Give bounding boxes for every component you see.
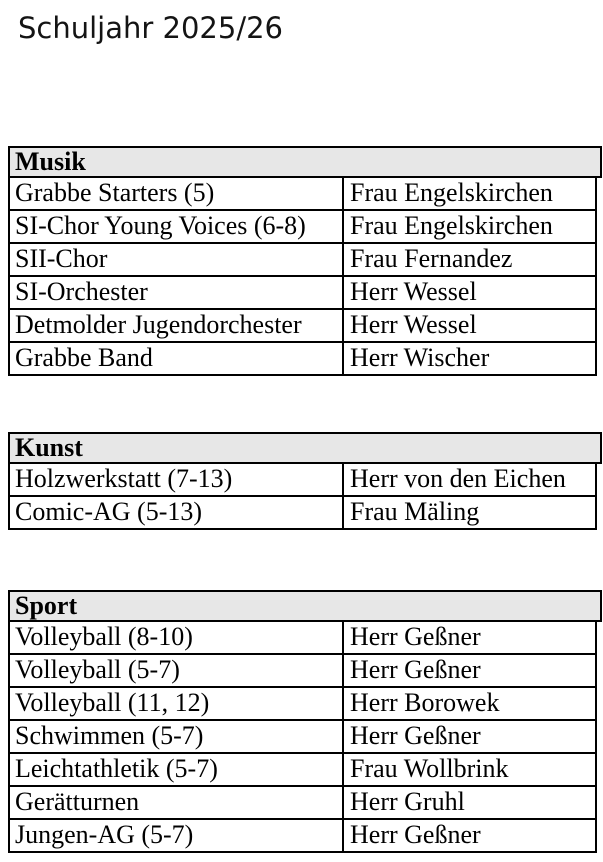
- table-row: [10, 719, 595, 752]
- table-row: [10, 818, 595, 851]
- leader-cell: Herr Geßner: [350, 721, 481, 750]
- leader-cell: Frau Engelskirchen: [350, 211, 553, 240]
- table-row: [10, 341, 595, 374]
- page-title: Schuljahr 2025/26: [18, 11, 283, 45]
- activity-cell: SI-Orchester: [10, 277, 344, 308]
- activity-cell: Detmolder Jugendorchester: [10, 310, 344, 341]
- table-row: [10, 622, 595, 653]
- section-body: [8, 464, 597, 530]
- activity-cell: Volleyball (8-10): [10, 622, 344, 653]
- leader-cell: Frau Mäling: [350, 497, 480, 526]
- activity-cell: Jungen-AG (5-7): [10, 820, 344, 851]
- activity-cell: SII-Chor: [10, 244, 344, 275]
- table-row: [10, 686, 595, 719]
- activity-cell: Grabbe Band: [10, 343, 344, 374]
- activity-cell: Schwimmen (5-7): [10, 721, 344, 752]
- section-table-sport: [8, 590, 602, 853]
- leader-cell: Herr Borowek: [350, 688, 500, 717]
- table-row: [10, 209, 595, 242]
- activity-cell: Leichtathletik (5-7): [10, 754, 344, 785]
- leader-cell: Herr Wessel: [350, 310, 477, 339]
- activity-cell: Gerätturnen: [10, 787, 344, 818]
- leader-cell: Herr Wischer: [350, 343, 490, 372]
- table-row: [10, 275, 595, 308]
- section-body: [8, 622, 597, 853]
- leader-cell: Herr Geßner: [350, 655, 481, 684]
- table-row: [10, 242, 595, 275]
- section-header: Kunst: [8, 432, 602, 464]
- activity-cell: Grabbe Starters (5): [10, 178, 344, 209]
- leader-cell: Herr von den Eichen: [350, 464, 566, 493]
- activity-cell: Holzwerkstatt (7-13): [10, 464, 344, 495]
- section-body: [8, 178, 597, 376]
- leader-cell: Frau Fernandez: [350, 244, 513, 273]
- table-row: [10, 785, 595, 818]
- leader-cell: Herr Geßner: [350, 622, 481, 651]
- activity-cell: Comic-AG (5-13): [10, 497, 344, 528]
- table-row: [10, 495, 595, 528]
- table-row: [10, 308, 595, 341]
- leader-cell: Herr Geßner: [350, 820, 481, 849]
- leader-cell: Frau Engelskirchen: [350, 178, 553, 207]
- activity-cell: Volleyball (11, 12): [10, 688, 344, 719]
- section-table-musik: [8, 146, 602, 376]
- activity-cell: Volleyball (5-7): [10, 655, 344, 686]
- table-row: [10, 178, 595, 209]
- section-table-kunst: [8, 432, 602, 530]
- section-header: Musik: [8, 146, 602, 178]
- leader-cell: Herr Wessel: [350, 277, 477, 306]
- activity-cell: SI-Chor Young Voices (6-8): [10, 211, 344, 242]
- table-row: [10, 464, 595, 495]
- leader-cell: Herr Gruhl: [350, 787, 465, 816]
- table-row: [10, 653, 595, 686]
- table-row: [10, 752, 595, 785]
- leader-cell: Frau Wollbrink: [350, 754, 509, 783]
- section-header: Sport: [8, 590, 602, 622]
